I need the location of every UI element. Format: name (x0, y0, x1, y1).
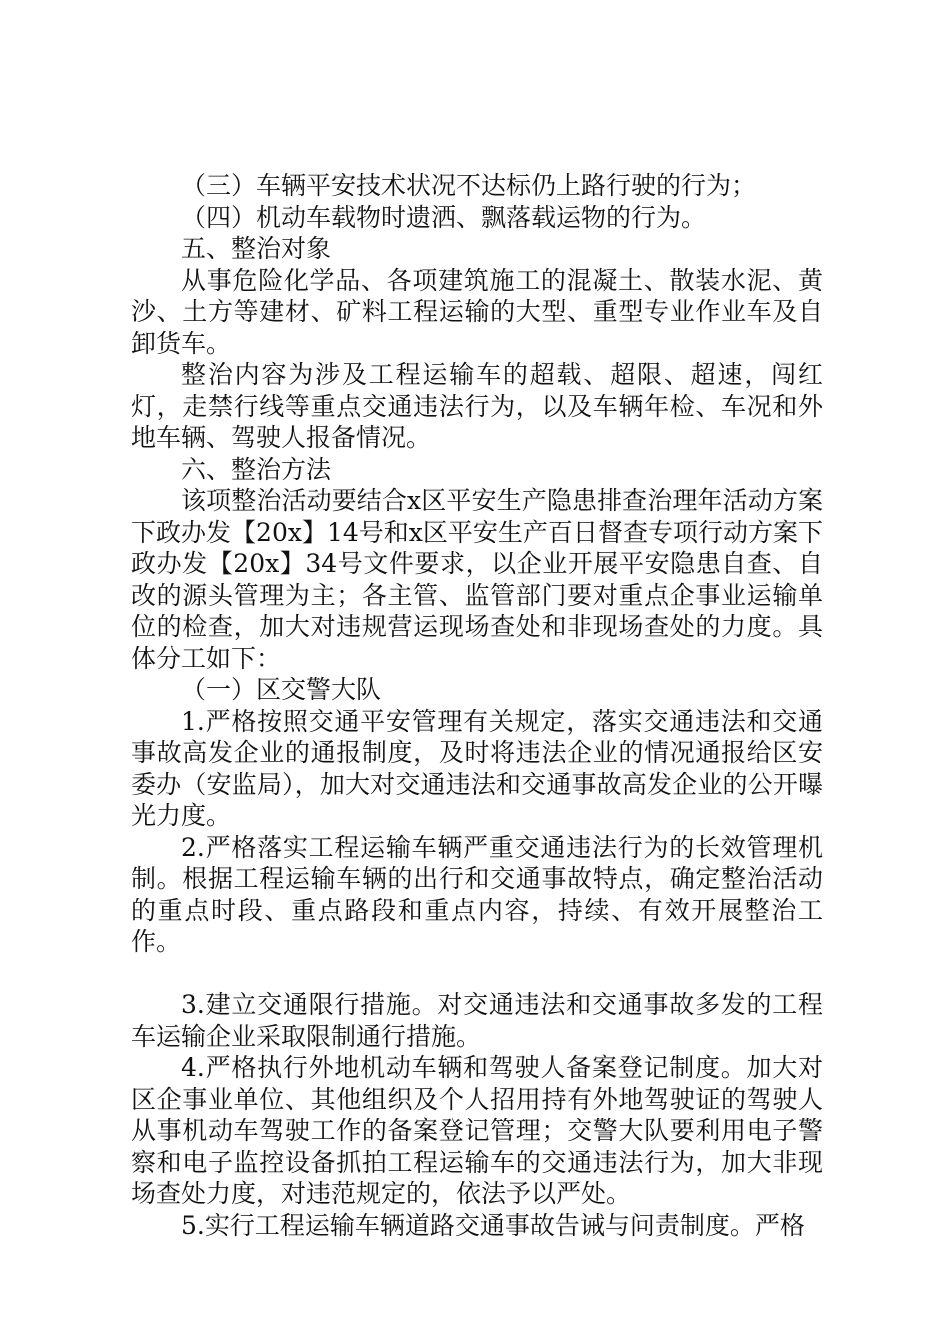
section-heading-methods: 六、整治方法 (181, 454, 332, 484)
paragraph-targets: 从事危险化学品、各项建筑施工的混凝土、散装水泥、黄沙、土方等建材、矿料工程运输的大型、重型专业作业车及自卸货车。 (131, 265, 823, 358)
paragraph-point-5: 5.实行工程运输车辆道路交通事故告诫与问责制度。严格 (181, 1210, 805, 1240)
paragraph-point-3: 3.建立交通限行措施。对交通违法和交通事故多发的工程车运输企业采取限制通行措施。 (131, 990, 823, 1051)
paragraph-item-4: （四）机动车载物时遗洒、飘落载运物的行为。 (181, 202, 707, 232)
paragraph-point-4: 4.严格执行外地机动车辆和驾驶人备案登记制度。加大对区企事业单位、其他组织及个人招用持有外地驾驶证的驾驶人从事机动车驾驶工作的备案登记管理；交警大队要利用电子警察和电子监控设备抓拍工程运输车的交通违法行为，加大非现场查处力度，对违范规定的，依法予以严处。 (131, 1053, 823, 1208)
subheading-traffic-police: （一）区交警大队 (181, 675, 382, 704)
paragraph-content-scope: 整治内容为涉及工程运输车的超载、超限、超速，闯红灯，走禁行线等重点交通违法行为，以及车辆年检、车况和外地车辆、驾驶人报备情况。 (131, 360, 823, 452)
paragraph-methods: 该项整治活动要结合x区平安生产隐患排查治理年活动方案下政办发【20x】14号和x区平安生产百日督查专项行动方案下政办发【20x】34号文件要求，以企业开展平安隐患自查、自改的源头管理为主；各主管、监管部门要对重点企事业运输单位的检查，加大对违规营运现场查处和非现场查处的力度。具体分工如下： (131, 486, 823, 673)
paragraph-point-1: 1.严格按照交通平安管理有关规定，落实交通违法和交通事故高发企业的通报制度，及时将违法企业的情况通报给区安委办（安监局），加大对交通违法和交通事故高发企业的公开曝光力度。 (131, 706, 823, 830)
section-heading-targets: 五、整治对象 (181, 234, 332, 263)
paragraph-point-2: 2.严格落实工程运输车辆严重交通违法行为的长效管理机制。根据工程运输车辆的出行和交通事故特点，确定整治活动的重点时段、重点路段和重点内容，持续、有效开展整治工作。 (131, 832, 823, 956)
paragraph-item-3: （三）车辆平安技术状况不达标仍上路行驶的行为； (181, 171, 757, 200)
document-body (131, 170, 823, 1241)
